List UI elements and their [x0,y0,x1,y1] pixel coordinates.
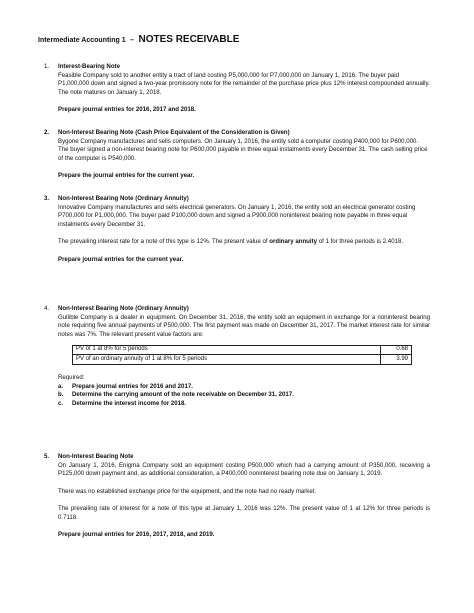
problem-body: Gullible Company is a dealer in equipment. On December 31, 2016, the entity sold an equipment in exchange for a noninterest bearing note requiring five annual payments of P500,000. The first payment was made on December 31, 2017. The market interest rate for similar notes was 7%. The relevant present value factors are: [58,313,430,339]
problem-1 [44,63,430,115]
requirement-item: b. Determine the carrying amount of the note receivable on December 31, 2017. [58,391,294,399]
problem-number: 1. [44,63,50,70]
header-separator: – [130,37,135,44]
problem-requirement: Prepare the journal entries for the current year. [58,172,195,180]
problem-3 [44,195,430,264]
emphasis-text: ordinary annuity [269,238,318,246]
problem-body: Feasible Company sold to another entity a tract of land costing P5,000,000 for P7,000,000 on January 1, 2016. The buyer paid P1,000,000 down and signed a two-year promissory note for the remainder of the purchase price plus 12% interest compounded annually. The note matures on January 1, 2018. [58,71,430,97]
problem-body: On January 1, 2016, Enigma Company sold an equipment costing P500,000 which had a carrying amount of P350,000, receiving a P125,000 down payment and, as additional consideration, a P400,000 noninterest bearing note due on January 1, 2019. [58,461,430,478]
page-title: NOTES RECEIVABLE [138,34,240,45]
problem-5 [44,453,430,540]
requirement-item: c. Determine the interest income for 2018. [58,400,187,408]
problem-body-2: There was no established exchange price for the equipment, and the note had no ready market. [58,487,317,495]
problem-title: Interest-Bearing Note [58,63,120,70]
problem-body-3: The prevailing rate of interest for a note of this type at January 1, 2016 was 12%. The present value of 1 at 12% for three periods is 0.7118. [58,505,430,521]
problem-title: Non-Interest Bearing Note (Ordinary Annuity) [58,305,189,312]
problem-body: Bygone Company manufactures and sells computers. On January 1, 2016, the entity sold a computer costing P400,000 for P600,000. The buyer signed a non-interest bearing note for P600,000 payable in three equal instalments every December 31. The cash selling price of the computer is P540,000. [58,137,428,163]
table-cell-value: 0.68 [381,345,412,355]
problem-body: Innovative Company manufactures and sells electrical generators. On January 1, 2016, the entity sold an electrical generator costing P700,000 for P1,000,000. The buyer paid P100,000 down and signed a P900,000 noninterest bearing note payable in three equal instalments every December 31. [58,203,416,229]
table-cell-value: 3.99 [381,355,412,365]
problem-title: Non-Interest Bearing Note (Ordinary Annuity) [58,195,189,202]
problem-number: 3. [44,195,50,202]
problem-number: 4. [44,305,50,312]
problem-requirement: Prepare journal entries for the current year. [58,255,184,263]
problem-body-2: The prevailing interest rate for a note of this type is 12%. The present value of ordinary annuity of 1 for three periods is 2.4018. [58,238,404,246]
required-label: Required: [58,374,85,381]
problem-number: 2. [44,129,50,136]
problem-requirement: Prepare journal entries for 2016, 2017, 2018, and 2019. [58,531,215,538]
course-title: Intermediate Accounting 1 [38,37,126,44]
table-cell-label: PV of an ordinary annuity of 1 at 8% for 5 periods [73,355,381,365]
requirement-item: a. Prepare journal entries for 2016 and 2017. [58,382,193,390]
page-header [38,29,239,47]
problem-number: 5. [44,453,50,460]
problem-requirement: Prepare journal entries for 2016, 2017 and 2018. [58,106,196,114]
problem-4 [44,305,430,409]
problem-2 [44,129,430,181]
table-row [73,355,412,365]
table-row [73,345,412,355]
problem-title: Non-Interest Bearing Note (Cash Price Equivalent of the Consideration is Given) [58,129,290,136]
problem-title: Non-Interest Bearing Note [58,453,134,460]
table-cell-label: PV of 1 at 8% for 5 periods [73,345,381,355]
present-value-table [72,345,412,365]
